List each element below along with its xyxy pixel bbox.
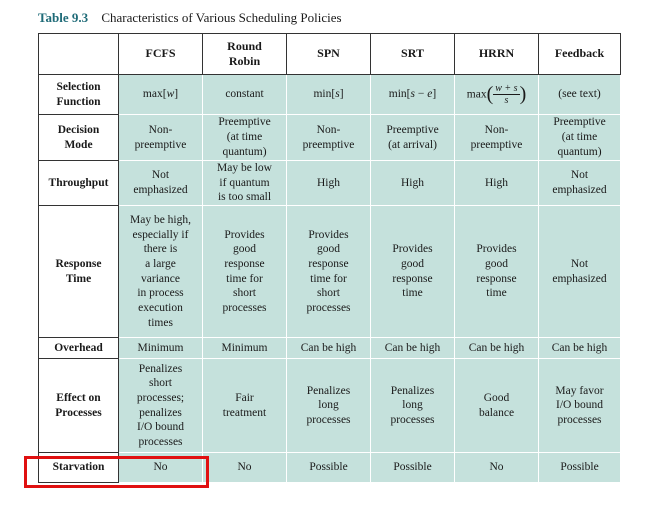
table-row	[39, 115, 621, 161]
table-cell: constant	[203, 75, 287, 115]
table-cell: No	[455, 453, 539, 483]
table-cell: Not emphasized	[119, 161, 203, 206]
table-cell: Can be high	[455, 338, 539, 359]
hrrn-formula-cell: max( $\frac{w + s}{s}$ )	[455, 75, 539, 115]
table-cell: Possible	[287, 453, 371, 483]
table-cell: Non- preemptive	[119, 115, 203, 161]
table-title: Characteristics of Various Scheduling Policies	[101, 10, 342, 25]
table-cell: Provides good response time	[455, 206, 539, 338]
corner-cell	[39, 34, 119, 75]
table-cell: Can be high	[371, 338, 455, 359]
table-cell: No	[203, 453, 287, 483]
table-cell: Possible	[539, 453, 621, 483]
table-cell: Provides good response time for short processes	[287, 206, 371, 338]
table-cell: Penalizes short processes; penalizes I/O bound processes	[119, 359, 203, 453]
table-cell: Penalizes long processes	[287, 359, 371, 453]
table-cell: Minimum	[203, 338, 287, 359]
table-caption	[38, 10, 342, 26]
table-cell: High	[455, 161, 539, 206]
table-body	[39, 75, 621, 483]
table-cell: Provides good response time	[371, 206, 455, 338]
table-cell: min[s]	[287, 75, 371, 115]
column-header-feedback: Feedback	[539, 34, 621, 75]
table-row	[39, 206, 621, 338]
table-cell: Can be high	[287, 338, 371, 359]
column-header-fcfs: FCFS	[119, 34, 203, 75]
row-header: Starvation	[39, 453, 119, 483]
column-header-srt: SRT	[371, 34, 455, 75]
table-cell: High	[371, 161, 455, 206]
table-cell: Penalizes long processes	[371, 359, 455, 453]
table-cell: Non- preemptive	[455, 115, 539, 161]
column-header-spn: SPN	[287, 34, 371, 75]
table-row	[39, 75, 621, 115]
row-header: Decision Mode	[39, 115, 119, 161]
row-header: Throughput	[39, 161, 119, 206]
table-row	[39, 359, 621, 453]
row-header: Selection Function	[39, 75, 119, 115]
row-header: Overhead	[39, 338, 119, 359]
table-cell: Possible	[371, 453, 455, 483]
table-row	[39, 338, 621, 359]
table-cell: Not emphasized	[539, 206, 621, 338]
table-cell: Not emphasized	[539, 161, 621, 206]
header-row	[39, 34, 621, 75]
row-header: Response Time	[39, 206, 119, 338]
table-number: Table 9.3	[38, 10, 89, 25]
table-cell: May be low if quantum is too small	[203, 161, 287, 206]
table-cell: No	[119, 453, 203, 483]
scheduling-policies-table	[38, 33, 621, 483]
table-cell: High	[287, 161, 371, 206]
table-cell: Preemptive (at arrival)	[371, 115, 455, 161]
table-cell: Preemptive (at time quantum)	[203, 115, 287, 161]
table-cell: Can be high	[539, 338, 621, 359]
table-cell: May be high, especially if there is a large variance in process execution times	[119, 206, 203, 338]
table-cell: Preemptive (at time quantum)	[539, 115, 621, 161]
table-cell: Provides good response time for short processes	[203, 206, 287, 338]
table-row	[39, 453, 621, 483]
column-header-hrrn: HRRN	[455, 34, 539, 75]
table-cell: min[s − e]	[371, 75, 455, 115]
table-cell: Non- preemptive	[287, 115, 371, 161]
table-cell: Good balance	[455, 359, 539, 453]
table-row	[39, 161, 621, 206]
row-header: Effect on Processes	[39, 359, 119, 453]
table-cell: (see text)	[539, 75, 621, 115]
column-header-round-robin: Round Robin	[203, 34, 287, 75]
table-cell: May favor I/O bound processes	[539, 359, 621, 453]
table-cell: Minimum	[119, 338, 203, 359]
table-cell: Fair treatment	[203, 359, 287, 453]
table-cell: max[w]	[119, 75, 203, 115]
